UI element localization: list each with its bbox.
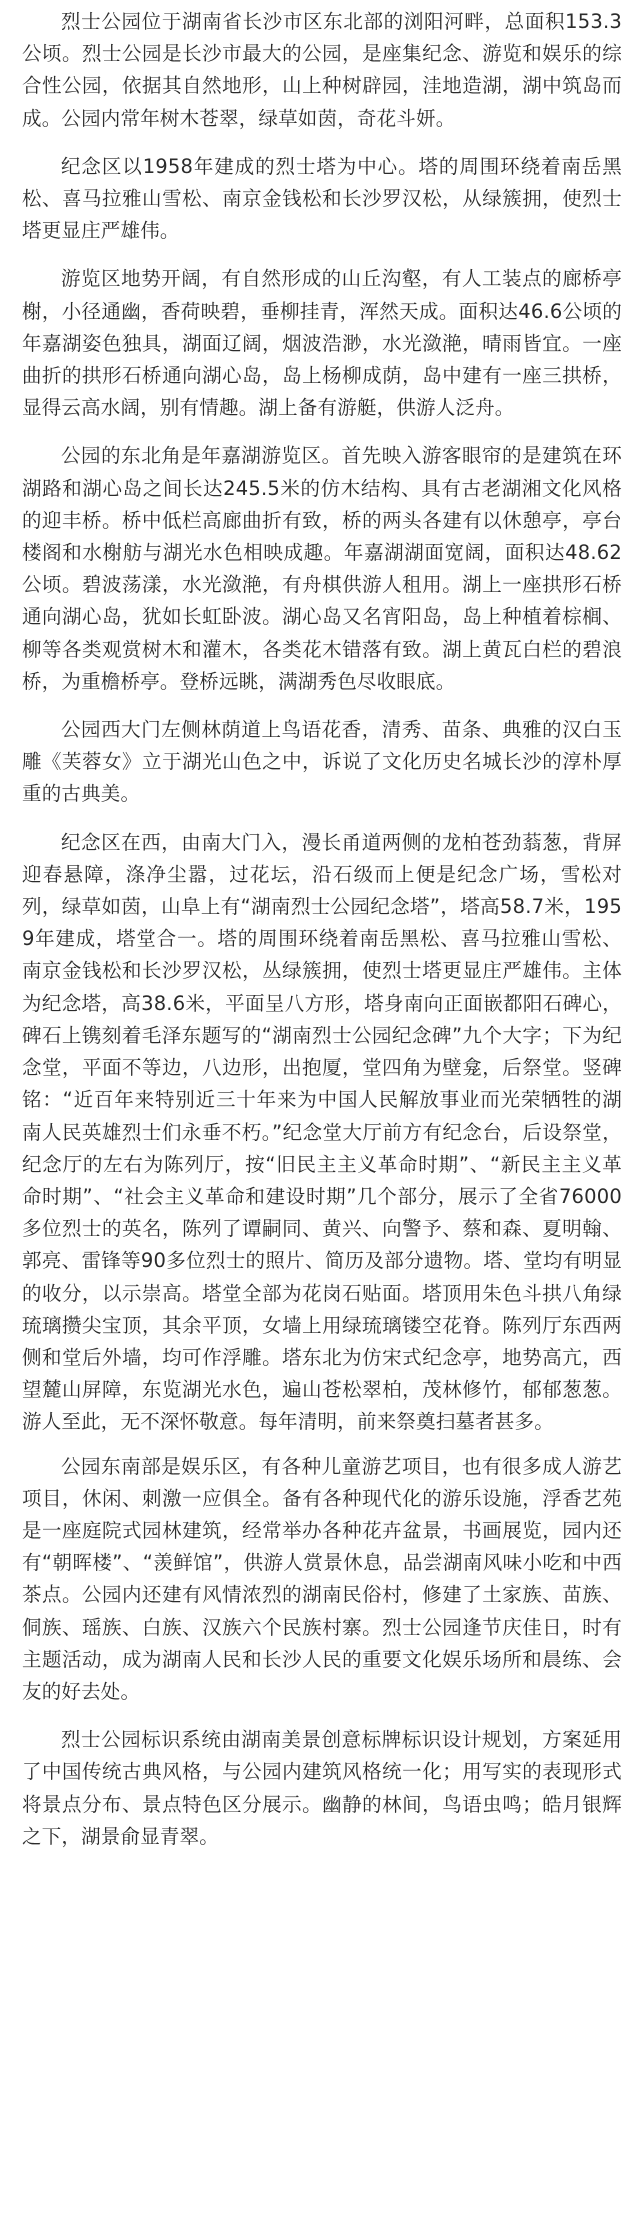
paragraph-spacer [22, 135, 622, 151]
paragraph-memorial-zone: 纪念区以1958年建成的烈士塔为中心。塔的周围环绕着南岳黑松、喜马拉雅山雪松、南京金钱松和长沙罗汉松，从绿簇拥，使烈士塔更显庄严雄伟。 [22, 154, 622, 243]
paragraph-spacer [22, 247, 622, 263]
paragraph-spacer [22, 1708, 622, 1724]
paragraph-entertainment-zone: 公园东南部是娱乐区，有各种儿童游艺项目，也有很多成人游艺项目，休闲、刺激一应俱全。备有各种现代化的游乐设施，浮香艺苑是一座庭院式园林建筑，经常举办各种花卉盆景，书画展览，园内还有“朝晖楼”、“羡鲜馆”，供游人赏景休息，品尝湖南风味小吃和中西茶点。公园内还建有风情浓烈的湖南民俗村，修建了土家族、苗族、侗族、瑶族、白族、汉族六个民族村寨。烈士公园逢节庆佳日，时有主题活动，成为湖南人民和长沙人民的重要文化娱乐场所和晨练、会友的好去处。 [22, 1454, 622, 1703]
paragraph-nianjia-lake: 公园的东北角是年嘉湖游览区。首先映入游客眼帘的是建筑在环湖路和湖心岛之间长达245.5米的仿木结构、具有古老湖湘文化风格的迎丰桥。桥中低栏高廊曲折有致，桥的两头各建有以休憩亭，亭台楼阁和水榭舫与湖光水色相映成趣。年嘉湖湖面宽阔，面积达48.62公顷。碧波荡漾，水光潋滟，有舟棋供游人租用。湖上一座拱形石桥通向湖心岛，犹如长虹卧波。湖心岛又名宵阳岛，岛上种植着棕榈、柳等各类观赏树木和灌木，各类花木错落有致。湖上黄瓦白栏的碧浪桥，为重檐桥亭。登桥远眺，满湖秀色尽收眼底。 [22, 444, 622, 693]
paragraph-spacer [22, 698, 622, 714]
paragraph-memorial-tower: 纪念区在西，由南大门入，漫长甬道两侧的龙柏苍劲蓊葱，背屏迎春悬障，涤净尘嚣，过花坛，沿石级而上便是纪念广场，雪松对列，绿草如茵，山阜上有“湖南烈士公园纪念塔”，塔高58.7米，1959年建成，塔堂合一。塔的周围环绕着南岳黑松、喜马拉雅山雪松、南京金钱松和长沙罗汉松，丛绿簇拥，使烈士塔更显庄严雄伟。主体为纪念塔，高38.6米，平面呈八方形，塔身南向正面嵌都阳石碑心，碑石上镌刻着毛泽东题写的“湖南烈士公园纪念碑”九个大字；下为纪念堂，平面不等边，八边形，出抱厦，堂四角为壁龛，后祭堂。竖碑铭：“近百年来特别近三十年来为中国人民解放事业而光荣牺牲的湖南人民英雄烈士们永垂不朽。”纪念堂大厅前方有纪念台，后设祭堂，纪念厅的左右为陈列厅，按“旧民主主义革命时期”、“新民主主义革命时期”、“社会主义革命和建设时期”几个部分，展示了全省76000多位烈士的英名，陈列了谭嗣同、黄兴、向警予、蔡和森、夏明翰、郭亮、雷锋等90多位烈士的照片、简历及部分遗物。塔、堂均有明显的收分，以示崇高。塔堂全部为花岗石贴面。塔顶用朱色斗拱八角绿琉璃攒尖宝顶，其余平顶，女墙上用绿琉璃镂空花脊。陈列厅东西两侧和堂后外墙，均可作浮雕。塔东北为仿宋式纪念亭，地势高亢，西望麓山屏障，东览湖光水色，遍山苍松翠柏，茂林修竹，郁郁葱葱。游人至此，无不深怀敬意。每年清明，前来祭奠扫墓者甚多。 [22, 830, 622, 1434]
paragraph-signage-system: 烈士公园标识系统由湖南美景创意标牌标识设计规划，方案延用了中国传统古典风格，与公园内建筑风格统一化；用写实的表现形式将景点分布、景点特色区分展示。幽静的林间，鸟语虫鸣；皓月银辉之下，湖景俞显青翠。 [22, 1728, 622, 1848]
paragraph-spacer [22, 1439, 622, 1451]
paragraph-overview: 烈士公园位于湖南省长沙市区东北部的浏阳河畔，总面积153.3公顷。烈士公园是长沙市最大的公园，是座集纪念、游览和娱乐的综合性公园，依据其自然地形，山上种树辟园，洼地造湖，湖中筑岛而成。公园内常年树木苍翠，绿草如茵，奇花斗妍。 [22, 10, 622, 130]
paragraph-west-gate: 公园西大门左侧林荫道上鸟语花香，清秀、苗条、典雅的汉白玉雕《芙蓉女》立于湖光山色之中，诉说了文化历史名城长沙的淳朴厚重的古典美。 [22, 718, 622, 806]
paragraph-spacer [22, 811, 622, 827]
paragraph-sightseeing-zone: 游览区地势开阔，有自然形成的山丘沟壑，有人工装点的廊桥亭榭，小径通幽，香荷映碧，垂柳挂青，浑然天成。面积达46.6公顷的年嘉湖姿色独具，湖面辽阔，烟波浩渺，水光潋滟，晴雨皆宜。一座曲折的拱形石桥通向湖心岛，岛上杨柳成荫，岛中建有一座三拱桥，显得云高水阔，别有情趣。湖上备有游艇，供游人泛舟。 [22, 267, 622, 420]
paragraph-spacer [22, 424, 622, 440]
